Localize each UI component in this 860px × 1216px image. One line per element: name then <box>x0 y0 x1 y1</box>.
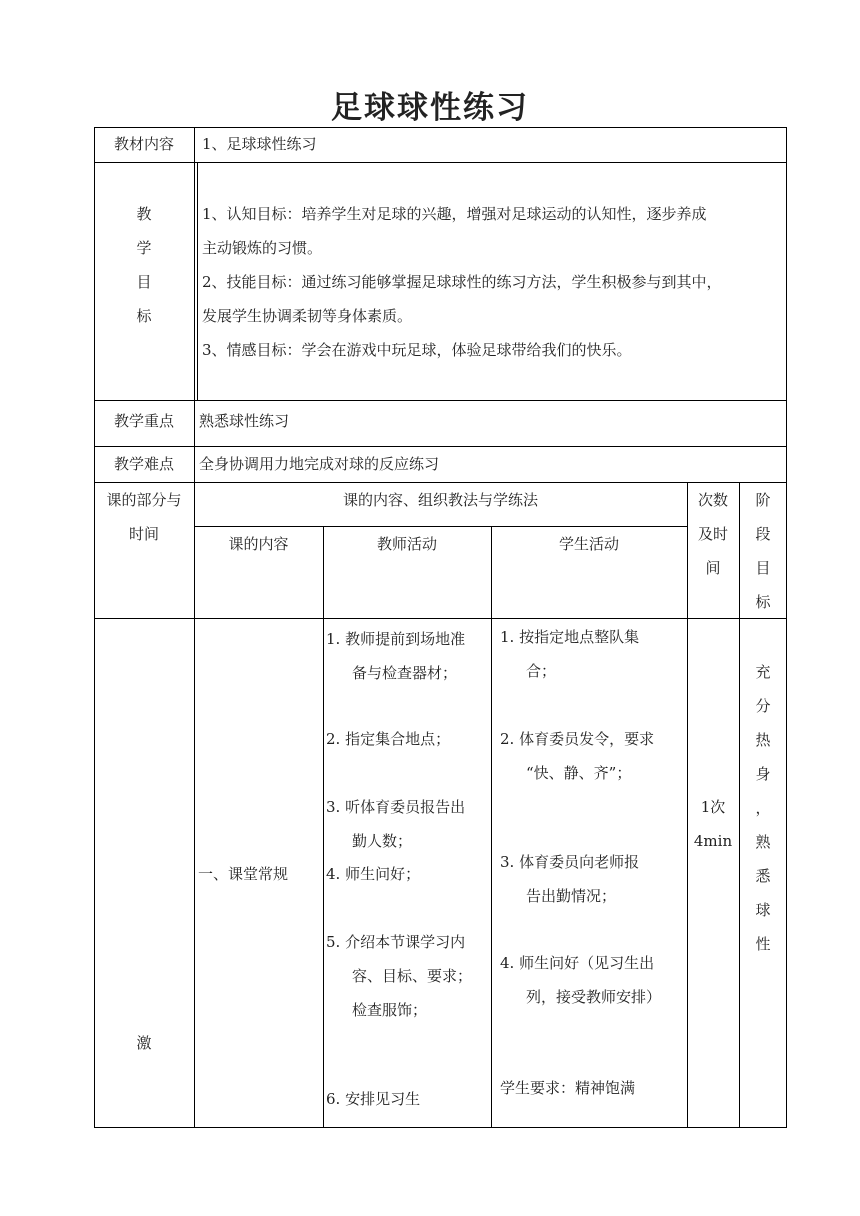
content-group-header: 课的内容、组织教法与学练法 <box>342 491 538 509</box>
row-divider <box>94 400 787 401</box>
col-divider <box>491 526 492 1128</box>
stage-header: 阶 段 目 标 <box>755 491 771 611</box>
difficulty-value: 全身协调用力地完成对球的反应练习 <box>199 455 440 473</box>
goal-line: 1、认知目标：培养学生对足球的兴趣，增强对足球运动的认知性，逐步养成 <box>202 205 707 223</box>
teacher-activity: 4. 师生问好； <box>326 865 421 883</box>
student-activity: 4. 师生问好（见习生出 列，接受教师安排） <box>500 954 662 1006</box>
teacher-activity: 1. 教师提前到场地准 备与检查器材； <box>326 630 466 682</box>
student-activity: 3. 体育委员向老师报 告出勤情况； <box>500 853 640 905</box>
document-title: 足球球性练习 <box>331 90 529 126</box>
col-student-header: 学生活动 <box>558 535 619 553</box>
times-header: 次数 及时 间 <box>697 491 728 577</box>
student-requirement: 学生要求：精神饱满 <box>500 1079 636 1097</box>
goal-line: 3、情感目标：学会在游戏中玩足球，体验足球带给我们的快乐。 <box>202 341 632 359</box>
col-teacher-header: 教师活动 <box>376 535 437 553</box>
col-divider <box>323 526 324 1128</box>
key-point-value: 熟悉球性练习 <box>199 412 290 430</box>
goal-line: 发展学生协调柔韧等身体素质。 <box>202 307 413 325</box>
key-point-label: 教学重点 <box>113 412 174 430</box>
row-divider <box>94 618 787 619</box>
teacher-activity: 2. 指定集合地点； <box>326 730 451 748</box>
material-label: 教材内容 <box>113 135 174 153</box>
student-activity: 1. 按指定地点整队集 合； <box>500 628 640 680</box>
col-divider <box>197 162 198 400</box>
part-label: 激 <box>136 1034 152 1052</box>
col-divider <box>194 127 195 1128</box>
part-time-header: 课的部分与 时间 <box>106 491 182 543</box>
goals-label: 教 学 目 标 <box>136 205 152 325</box>
teacher-activity: 3. 听体育委员报告出 勤人数； <box>326 798 466 850</box>
lesson-content: 一、课堂常规 <box>198 865 289 883</box>
material-value: 1、足球球性练习 <box>202 135 317 153</box>
goal-line: 2、技能目标：通过练习能够掌握足球球性的练习方法，学生积极参与到其中， <box>202 273 722 291</box>
times-value: 1次 4min <box>693 798 733 850</box>
goal-line: 主动锻炼的习惯。 <box>202 239 323 257</box>
student-activity: 2. 体育委员发令，要求 “快、静、齐”； <box>500 730 655 782</box>
teacher-activity: 5. 介绍本节课学习内 容、目标、要求； 检查服饰； <box>326 933 473 1019</box>
difficulty-label: 教学难点 <box>113 455 174 473</box>
col-content-header: 课的内容 <box>228 535 289 553</box>
col-divider <box>739 482 740 1128</box>
row-divider <box>94 446 787 447</box>
teacher-activity: 6. 安排见习生 <box>326 1090 421 1108</box>
stage-goal: 充 分 热 身 ， 熟 悉 球 性 <box>755 663 771 953</box>
goals-text <box>202 197 784 367</box>
